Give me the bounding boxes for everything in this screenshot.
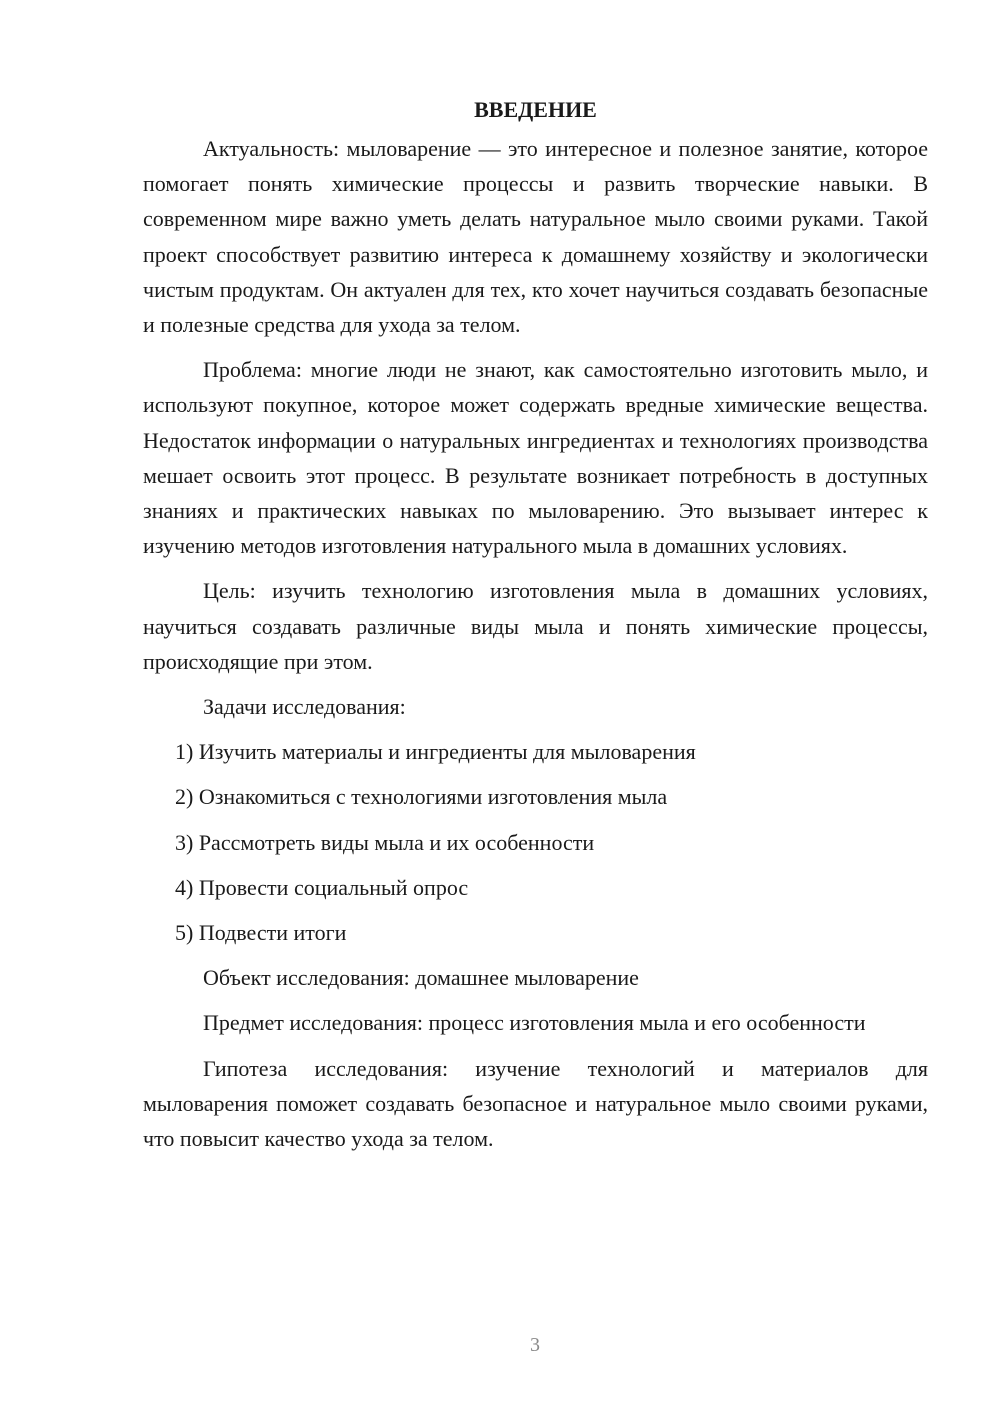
- task-item: 2) Ознакомиться с технологиями изготовления мыла: [175, 784, 668, 810]
- goal-paragraph: Цель: изучить технологию изготовления мыла в домашних условиях, научиться создавать различные виды мыла и понять химические процессы, происходящие при этом.: [143, 578, 928, 674]
- task-item: 5) Подвести итоги: [175, 920, 347, 946]
- problem-paragraph: Проблема: многие люди не знают, как самостоятельно изготовить мыло, и используют покупное, которое может содержать вредные химические вещества. Недостаток информации о натуральных ингредиентах и технологиях производства мешает освоить этот процесс. В результате возникает потребность в доступных знаниях и практических навыках по мыловарению. Это вызывает интерес к изучению методов изготовления натурального мыла в домашних условиях.: [143, 357, 928, 559]
- page-number: 3: [530, 1334, 540, 1356]
- hypothesis-paragraph: Гипотеза исследования: изучение технологий и материалов для мыловарения поможет создавать безопасное и натуральное мыло своими руками, что повысит качество ухода за телом.: [143, 1055, 928, 1152]
- subject-paragraph: Предмет исследования: процесс изготовления мыла и его особенности: [203, 1010, 866, 1036]
- page-title: ВВЕДЕНИЕ: [474, 97, 597, 122]
- tasks-heading: Задачи исследования:: [203, 694, 406, 720]
- object-paragraph: Объект исследования: домашнее мыловарение: [203, 965, 639, 991]
- relevance-paragraph: Актуальность: мыловарение — это интересное и полезное занятие, которое помогает понять химические процессы и развить творческие навыки. В современном мире важно уметь делать натуральное мыло своими руками. Такой проект способствует развитию интереса к домашнему хозяйству и экологически чистым продуктам. Он актуален для тех, кто хочет научиться создавать безопасные и полезные средства для ухода за телом.: [143, 136, 928, 338]
- task-item: 1) Изучить материалы и ингредиенты для мыловарения: [175, 739, 696, 765]
- document-page: [143, 92, 928, 1166]
- tasks-list: [143, 734, 928, 950]
- task-item: 3) Рассмотреть виды мыла и их особенности: [175, 829, 595, 855]
- task-item: 4) Провести социальный опрос: [175, 874, 469, 900]
